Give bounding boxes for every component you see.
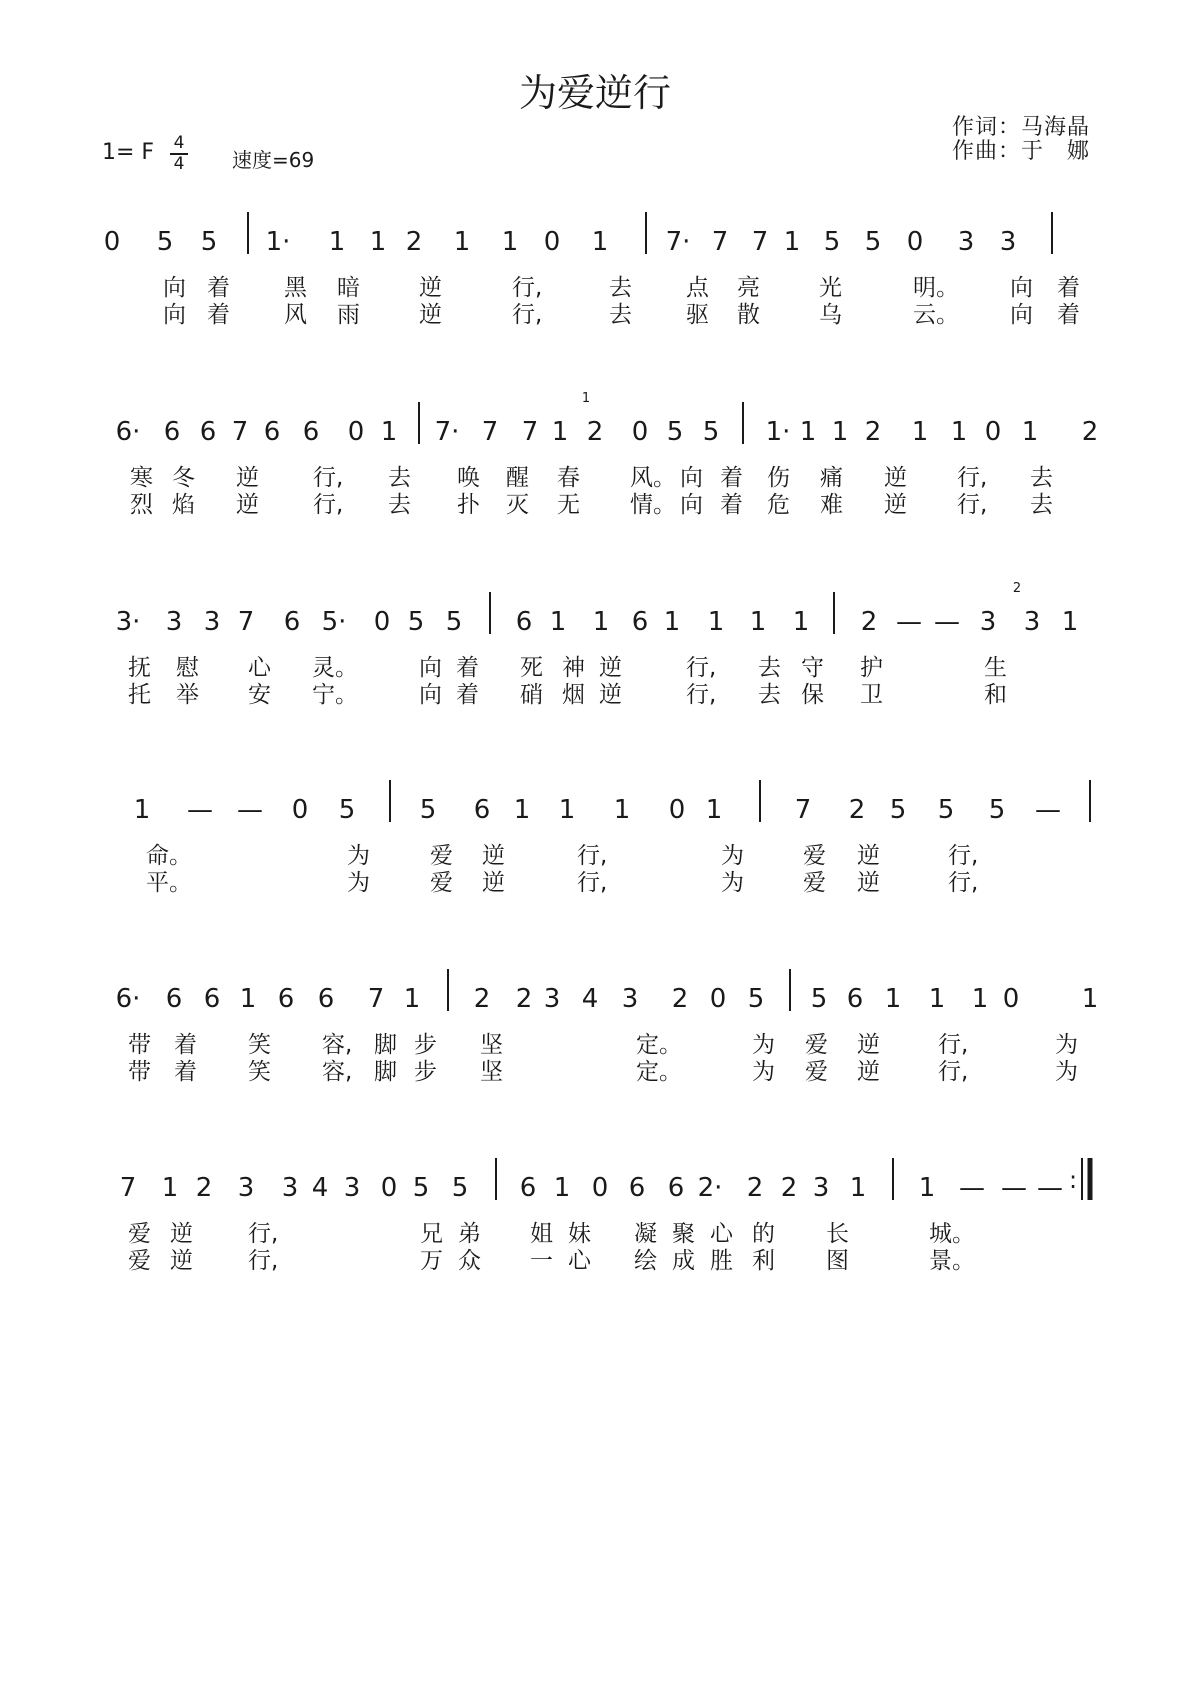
lyric-verse1: 为 [347,843,370,869]
jianpu-note: 7 [367,984,385,1014]
lyric-verse1: 定。 [636,1032,682,1058]
jianpu-note: 5 [445,607,463,637]
song-title: 为爱逆行 [518,71,671,115]
jianpu-note: 1 [705,795,723,825]
lyric-verse1: 神 [562,655,585,681]
lyric-verse2: 景。 [929,1248,975,1274]
jianpu-note: 2 [586,417,604,447]
jianpu-note: 1 [453,227,471,257]
jianpu-note: 7 [481,417,499,447]
lyric-verse1: 向 [163,275,186,301]
jianpu-note: 1 [918,1173,936,1203]
lyric-verse1: 长 [826,1221,849,1247]
lyric-verse1: 去 [609,275,632,301]
jianpu-note: 2 [195,1173,213,1203]
jianpu-note: 6 [628,1173,646,1203]
lyric-verse2: 云。 [913,302,959,328]
jianpu-note: — [1001,1173,1027,1203]
lyric-verse2: 容, [322,1059,353,1085]
lyric-verse1: 爱 [430,843,453,869]
lyric-verse1: 带 [128,1032,151,1058]
lyric-verse1: 着 [720,465,743,491]
jianpu-note: 6· [115,984,141,1014]
lyric-verse1: 逆 [236,465,259,491]
lyric-verse2: 向 [163,302,186,328]
lyric-verse1: 去 [1030,465,1053,491]
lyric-verse1: 冬 [172,465,195,491]
lyric-verse2: 驱 [686,302,709,328]
jianpu-note: 3 [203,607,221,637]
lyric-verse2: 为 [721,870,744,896]
jianpu-note: 5 [419,795,437,825]
lyric-verse2: 定。 [636,1059,682,1085]
jianpu-note: 2 [860,607,878,637]
jianpu-note: 0 [984,417,1002,447]
lyric-verse1: 逆 [170,1221,193,1247]
lyric-verse1: 脚 [374,1032,397,1058]
lyric-verse2: 去 [1030,492,1053,518]
lyric-verse2: 焰 [172,492,195,518]
lyric-verse1: 姐 [530,1221,553,1247]
jianpu-note: 5 [338,795,356,825]
lyric-verse2: 逆 [857,870,880,896]
jianpu-note: 3 [979,607,997,637]
jianpu-note: 1 [1081,984,1099,1014]
lyric-verse1: 弟 [458,1221,481,1247]
lyric-verse2: 爱 [430,870,453,896]
lyric-verse2: 逆 [236,492,259,518]
jianpu-note: 1 [1021,417,1039,447]
lyric-verse1: 伤 [767,465,790,491]
jianpu-note: 3 [1023,607,1041,637]
jianpu-note: 1 [369,227,387,257]
lyric-verse2: 无 [557,492,580,518]
jianpu-note: 1 [911,417,929,447]
jianpu-note: 0 [380,1173,398,1203]
lyric-verse2: 散 [737,302,760,328]
jianpu-note: 6 [302,417,320,447]
jianpu-note: 6 [473,795,491,825]
lyric-verse2: 卫 [860,682,883,708]
jianpu-note: 0 [1002,984,1020,1014]
key-signature: 1= F [102,140,155,165]
jianpu-note: 1 [849,1173,867,1203]
lyric-verse2: 行, [577,870,608,896]
jianpu-note: 7 [231,417,249,447]
lyric-verse1: 为 [752,1032,775,1058]
jianpu-note: 1 [792,607,810,637]
jianpu-note: 6 [283,607,301,637]
lyric-verse1: 风。 [630,465,676,491]
lyric-verse1: 慰 [176,655,199,681]
time-signature-top: 4 [173,133,185,153]
lyric-verse2: 情。 [630,492,676,518]
lyric-verse2: 心 [568,1248,591,1274]
jianpu-note: — [187,795,213,825]
lyric-verse1: 守 [801,655,824,681]
lyric-verse1: 行, [686,655,717,681]
jianpu-note: 6 [515,607,533,637]
jianpu-note: 7 [119,1173,137,1203]
lyric-verse2: 着 [207,302,230,328]
jianpu-note: 7 [521,417,539,447]
jianpu-note: 1 [591,227,609,257]
jianpu-note: 5· [321,607,347,637]
lyric-verse1: 着 [207,275,230,301]
lyric-verse2: 和 [984,682,1007,708]
lyric-verse2: 托 [128,682,151,708]
lyric-verse2: 逆 [599,682,622,708]
lyric-verse2: 着 [720,492,743,518]
jianpu-note: 5 [823,227,841,257]
jianpu-note: 3 [281,1173,299,1203]
lyric-verse2: 爱 [803,870,826,896]
jianpu-note: 1 [663,607,681,637]
lyric-verse1: 爱 [805,1032,828,1058]
lyric-verse2: 逆 [170,1248,193,1274]
jianpu-note: 6 [846,984,864,1014]
jianpu-note: 1 [328,227,346,257]
lyric-verse2: 风 [284,302,307,328]
jianpu-note: 1 [749,607,767,637]
jianpu-note: 7 [794,795,812,825]
lyric-verse2: 逆 [419,302,442,328]
jianpu-note: 7· [665,227,691,257]
lyric-verse1: 抚 [128,655,151,681]
jianpu-note: 5 [200,227,218,257]
jianpu-note: 1 [783,227,801,257]
lyric-verse1: 心 [248,655,271,681]
jianpu-note: 0 [373,607,391,637]
lyric-verse1: 聚 [672,1221,695,1247]
lyric-verse2: 去 [609,302,632,328]
lyric-verse2: 逆 [857,1059,880,1085]
jianpu-note: — [237,795,263,825]
jianpu-note: 1 [403,984,421,1014]
jianpu-note: 1 [553,1173,571,1203]
lyric-verse2: 安 [248,682,271,708]
lyric-verse2: 宁。 [312,682,358,708]
grace-note: 1 [581,391,591,406]
lyric-verse1: 向 [419,655,442,681]
lyric-verse2: 灭 [506,492,529,518]
lyric-verse1: 唤 [457,465,480,491]
lyric-verse1: 城。 [929,1221,975,1247]
lyric-verse1: 心 [710,1221,733,1247]
lyric-verse2: 为 [1055,1059,1078,1085]
lyric-verse1: 亮 [737,275,760,301]
lyric-verse2: 硝 [520,682,543,708]
lyric-verse2: 去 [388,492,411,518]
lyric-verse2: 逆 [482,870,505,896]
lyric-verse2: 行, [948,870,979,896]
lyric-verse1: 逆 [884,465,907,491]
jianpu-note: 1 [513,795,531,825]
jianpu-note: 0 [668,795,686,825]
jianpu-note: 3 [543,984,561,1014]
lyric-verse2: 雨 [337,302,360,328]
lyric-verse1: 暗 [337,275,360,301]
jianpu-note: — [934,607,960,637]
lyric-verse1: 逆 [857,1032,880,1058]
jianpu-note: 7 [711,227,729,257]
jianpu-note: 2 [746,1173,764,1203]
jianpu-note: — [1035,795,1061,825]
lyric-verse2: 难 [820,492,843,518]
lyric-verse2: 笑 [248,1059,271,1085]
lyric-verse2: 行, [957,492,988,518]
jianpu-note: 6 [163,417,181,447]
jianpu-note: 1 [380,417,398,447]
repeat-dots: : [1068,1166,1078,1194]
lyric-verse1: 向 [680,465,703,491]
jianpu-note: 1 [592,607,610,637]
jianpu-note: 1 [549,607,567,637]
jianpu-note: 1 [950,417,968,447]
jianpu-note: 7 [751,227,769,257]
jianpu-note: 6 [203,984,221,1014]
tempo-marking: 速度=69 [232,148,315,172]
lyric-verse2: 着 [456,682,479,708]
lyric-verse1: 行, [948,843,979,869]
lyric-verse1: 逆 [599,655,622,681]
jianpu-note: 5 [864,227,882,257]
jianpu-note: 3 [999,227,1017,257]
jianpu-note: 2 [864,417,882,447]
lyric-verse1: 去 [758,655,781,681]
jianpu-note: 2 [848,795,866,825]
lyric-verse1: 笑 [248,1032,271,1058]
lyric-verse1: 护 [860,655,883,681]
lyric-verse2: 一 [530,1248,553,1274]
lyric-verse1: 死 [520,655,543,681]
jianpu-note: 1 [613,795,631,825]
lyric-verse2: 向 [1010,302,1033,328]
jianpu-note: 6 [199,417,217,447]
lyric-verse2: 众 [458,1248,481,1274]
lyric-verse2: 乌 [819,302,842,328]
jianpu-note: 6 [631,607,649,637]
lyric-verse1: 去 [388,465,411,491]
jianpu-note: 0 [347,417,365,447]
lyric-verse2: 行, [512,302,543,328]
lyric-verse2: 逆 [884,492,907,518]
grace-note: 2 [1012,581,1022,596]
jianpu-note: 0 [631,417,649,447]
lyric-verse2: 着 [1057,302,1080,328]
jianpu-note: 1 [239,984,257,1014]
lyric-verse1: 行, [957,465,988,491]
jianpu-note: 0 [906,227,924,257]
lyric-verse1: 行, [313,465,344,491]
lyric-verse1: 着 [174,1032,197,1058]
jianpu-note: 1 [133,795,151,825]
lyric-verse2: 行, [248,1248,279,1274]
lyric-verse2: 成 [672,1248,695,1274]
jianpu-note: 6 [667,1173,685,1203]
lyric-verse1: 醒 [506,465,529,491]
jianpu-note: 1· [265,227,291,257]
lyric-verse1: 行, [248,1221,279,1247]
lyric-verse1: 凝 [634,1221,657,1247]
jianpu-note: 1 [558,795,576,825]
jianpu-note: 2· [697,1173,723,1203]
lyric-verse2: 脚 [374,1059,397,1085]
lyric-verse1: 步 [414,1032,437,1058]
lyric-verse2: 向 [419,682,442,708]
jianpu-note: 2 [671,984,689,1014]
lyric-verse2: 扑 [457,492,480,518]
lyric-verse1: 寒 [130,465,153,491]
lyric-verse1: 痛 [820,465,843,491]
jianpu-note: 1 [928,984,946,1014]
lyric-verse1: 灵。 [312,655,358,681]
jianpu-note: 0 [103,227,121,257]
time-signature-bottom: 4 [173,154,185,174]
lyric-verse1: 生 [984,655,1007,681]
jianpu-note: 1 [799,417,817,447]
lyric-verse2: 为 [752,1059,775,1085]
jianpu-note: 5 [937,795,955,825]
lyric-verse2: 行, [313,492,344,518]
lyricist-credit: 作词：马海晶 [951,115,1090,140]
jianpu-note: — [959,1173,985,1203]
lyric-verse2: 为 [347,870,370,896]
lyric-verse2: 烟 [562,682,585,708]
jianpu-note: 6· [115,417,141,447]
lyric-verse2: 爱 [128,1248,151,1274]
lyric-verse2: 举 [176,682,199,708]
jianpu-note: 1 [971,984,989,1014]
jianpu-note: 2 [405,227,423,257]
lyric-verse1: 容, [322,1032,353,1058]
jianpu-note: 3 [621,984,639,1014]
jianpu-note: 2 [780,1173,798,1203]
lyric-verse1: 春 [557,465,580,491]
lyric-verse2: 胜 [710,1248,733,1274]
lyric-verse1: 明。 [913,275,959,301]
lyric-verse1: 逆 [482,843,505,869]
jianpu-note: 5 [156,227,174,257]
jianpu-note: 6 [277,984,295,1014]
lyric-verse1: 行, [938,1032,969,1058]
jianpu-note: 3 [165,607,183,637]
lyric-verse1: 光 [819,275,842,301]
jianpu-note: 3 [343,1173,361,1203]
lyric-verse1: 着 [456,655,479,681]
jianpu-note: 3 [812,1173,830,1203]
lyric-verse1: 行, [512,275,543,301]
jianpu-note: 1 [501,227,519,257]
lyric-verse2: 平。 [146,870,192,896]
lyric-verse2: 坚 [480,1059,503,1085]
jianpu-note: — [1037,1173,1063,1203]
lyric-verse2: 向 [680,492,703,518]
jianpu-note: 0 [591,1173,609,1203]
jianpu-note: 7· [434,417,460,447]
jianpu-note: 1 [831,417,849,447]
lyric-verse2: 利 [752,1248,775,1274]
jianpu-note: 6 [317,984,335,1014]
jianpu-note: 2 [1081,417,1099,447]
jianpu-note: 1 [1061,607,1079,637]
jianpu-note: — [896,607,922,637]
lyric-verse1: 爱 [128,1221,151,1247]
lyric-verse1: 坚 [480,1032,503,1058]
lyric-verse2: 步 [414,1059,437,1085]
jianpu-note: 3· [115,607,141,637]
lyric-verse1: 行, [577,843,608,869]
lyric-verse2: 保 [801,682,824,708]
jianpu-note: 0 [709,984,727,1014]
lyric-verse1: 黑 [284,275,307,301]
lyric-verse1: 兄 [420,1221,443,1247]
lyric-verse1: 点 [686,275,709,301]
jianpu-note: 5 [988,795,1006,825]
lyric-verse1: 逆 [857,843,880,869]
lyric-verse2: 烈 [130,492,153,518]
jianpu-note: 5 [451,1173,469,1203]
lyric-verse1: 命。 [146,843,192,869]
lyric-verse1: 的 [752,1221,775,1247]
lyric-verse2: 带 [128,1059,151,1085]
lyric-verse2: 行, [938,1059,969,1085]
lyric-verse1: 向 [1010,275,1033,301]
jianpu-note: 6 [263,417,281,447]
lyric-verse1: 为 [721,843,744,869]
lyric-verse2: 绘 [634,1248,657,1274]
jianpu-note: 1 [551,417,569,447]
lyric-verse2: 去 [758,682,781,708]
jianpu-note: 2 [515,984,533,1014]
lyric-verse1: 妹 [568,1221,591,1247]
jianpu-note: 1· [765,417,791,447]
jianpu-note: 6 [519,1173,537,1203]
composer-credit: 作曲：于 娜 [951,139,1090,164]
jianpu-note: 3 [957,227,975,257]
jianpu-note: 6 [165,984,183,1014]
lyric-verse1: 逆 [419,275,442,301]
jianpu-note: 7 [237,607,255,637]
jianpu-note: 0 [543,227,561,257]
lyric-verse2: 危 [767,492,790,518]
jianpu-note: 5 [407,607,425,637]
lyric-verse2: 着 [174,1059,197,1085]
jianpu-note: 5 [889,795,907,825]
lyric-verse1: 着 [1057,275,1080,301]
jianpu-note: 4 [581,984,599,1014]
lyric-verse2: 行, [686,682,717,708]
jianpu-note: 5 [747,984,765,1014]
jianpu-note: 2 [473,984,491,1014]
jianpu-note: 5 [412,1173,430,1203]
jianpu-note: 0 [291,795,309,825]
jianpu-note: 5 [702,417,720,447]
jianpu-note: 1 [161,1173,179,1203]
jianpu-note: 3 [237,1173,255,1203]
jianpu-note: 4 [311,1173,329,1203]
lyric-verse2: 图 [826,1248,849,1274]
jianpu-note: 1 [884,984,902,1014]
jianpu-note: 5 [810,984,828,1014]
lyric-verse2: 爱 [805,1059,828,1085]
lyric-verse1: 为 [1055,1032,1078,1058]
jianpu-note: 5 [666,417,684,447]
lyric-verse1: 爱 [803,843,826,869]
lyric-verse2: 万 [420,1248,443,1274]
jianpu-note: 1 [707,607,725,637]
